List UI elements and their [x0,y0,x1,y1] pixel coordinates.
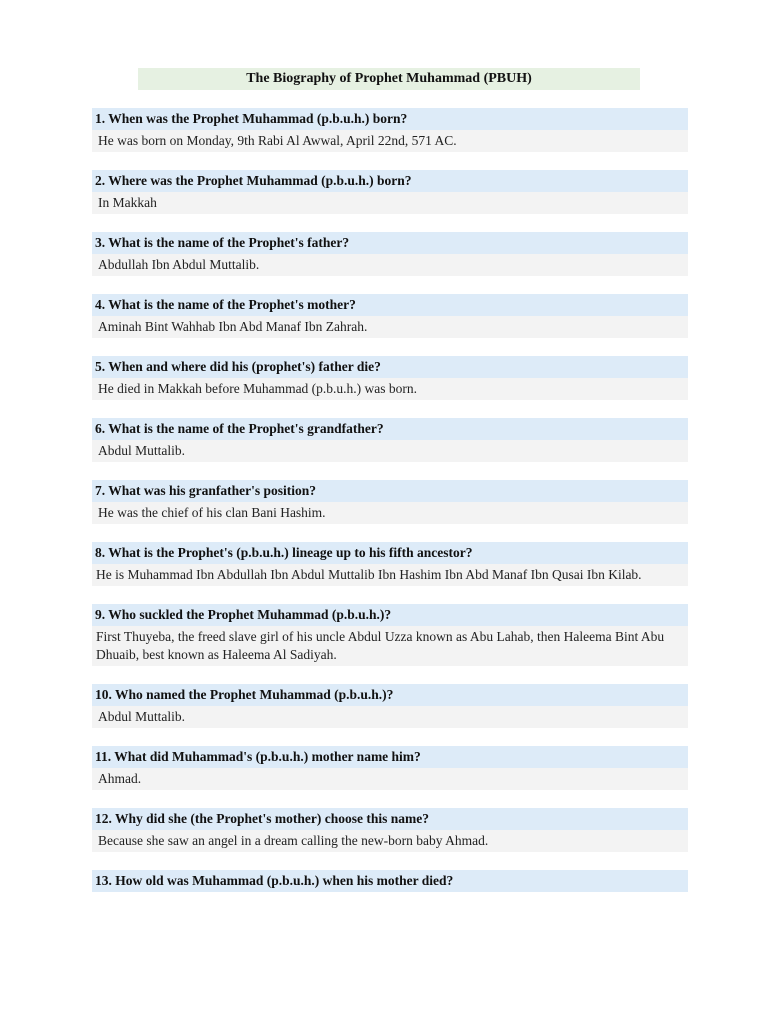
question-2: 2. Where was the Prophet Muhammad (p.b.u.h.) born? [92,170,688,192]
question-5: 5. When and where did his (prophet's) father die? [92,356,688,378]
qa-item-7 [92,480,688,524]
qa-item-5 [92,356,688,400]
question-7: 7. What was his granfather's position? [92,480,688,502]
question-3: 3. What is the name of the Prophet's father? [92,232,688,254]
question-11: 11. What did Muhammad's (p.b.u.h.) mother name him? [92,746,688,768]
qa-item-12 [92,808,688,852]
qa-item-9 [92,604,688,666]
qa-item-2 [92,170,688,214]
answer-8: He is Muhammad Ibn Abdullah Ibn Abdul Muttalib Ibn Hashim Ibn Abd Manaf Ibn Qusai Ibn Kilab. [92,564,688,586]
qa-item-1 [92,108,688,152]
question-12: 12. Why did she (the Prophet's mother) choose this name? [92,808,688,830]
answer-1: He was born on Monday, 9th Rabi Al Awwal, April 22nd, 571 AC. [92,130,688,152]
document-title: The Biography of Prophet Muhammad (PBUH) [138,68,640,90]
answer-2: In Makkah [92,192,688,214]
question-8: 8. What is the Prophet's (p.b.u.h.) lineage up to his fifth ancestor? [92,542,688,564]
qa-item-11 [92,746,688,790]
question-1: 1. When was the Prophet Muhammad (p.b.u.h.) born? [92,108,688,130]
answer-5: He died in Makkah before Muhammad (p.b.u.h.) was born. [92,378,688,400]
answer-6: Abdul Muttalib. [92,440,688,462]
question-13: 13. How old was Muhammad (p.b.u.h.) when his mother died? [92,870,688,892]
qa-item-6 [92,418,688,462]
answer-10: Abdul Muttalib. [92,706,688,728]
qa-item-10 [92,684,688,728]
qa-list [92,108,688,910]
qa-item-8 [92,542,688,586]
question-4: 4. What is the name of the Prophet's mother? [92,294,688,316]
answer-12: Because she saw an angel in a dream calling the new-born baby Ahmad. [92,830,688,852]
answer-7: He was the chief of his clan Bani Hashim. [92,502,688,524]
qa-item-3 [92,232,688,276]
answer-11: Ahmad. [92,768,688,790]
qa-item-4 [92,294,688,338]
answer-9: First Thuyeba, the freed slave girl of his uncle Abdul Uzza known as Abu Lahab, then Haleema Bint Abu Dhuaib, best known as Haleema Al Sadiyah. [92,626,688,666]
question-6: 6. What is the name of the Prophet's grandfather? [92,418,688,440]
question-10: 10. Who named the Prophet Muhammad (p.b.u.h.)? [92,684,688,706]
question-9: 9. Who suckled the Prophet Muhammad (p.b.u.h.)? [92,604,688,626]
qa-item-13 [92,870,688,892]
answer-4: Aminah Bint Wahhab Ibn Abd Manaf Ibn Zahrah. [92,316,688,338]
answer-3: Abdullah Ibn Abdul Muttalib. [92,254,688,276]
